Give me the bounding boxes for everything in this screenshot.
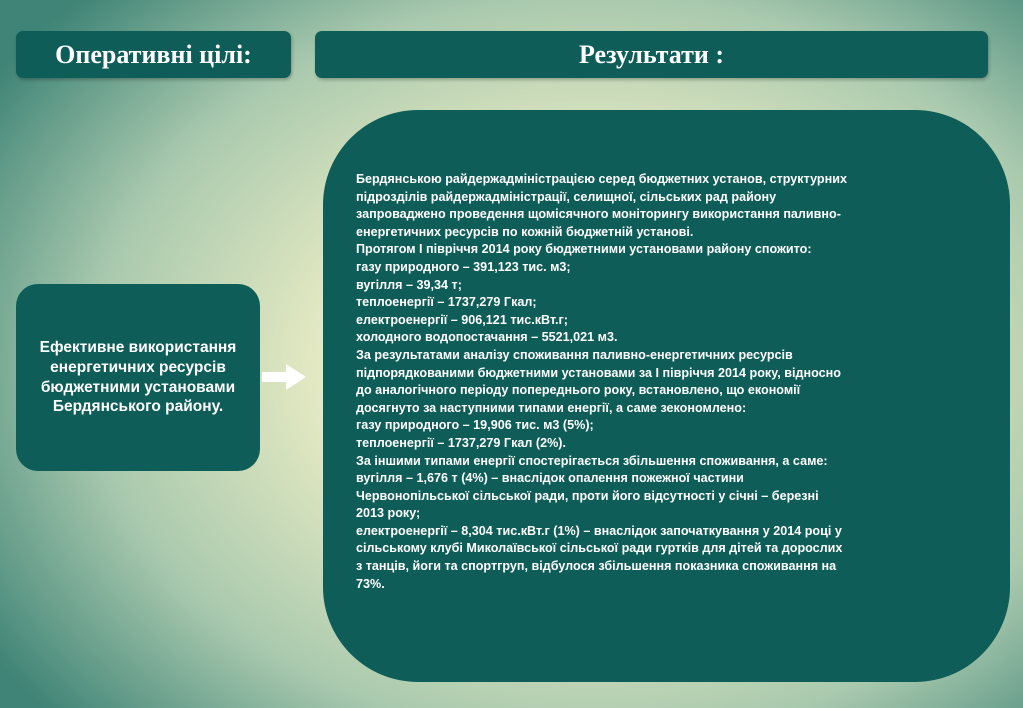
results-line: За результатами аналізу споживання паливно-енергетичних ресурсів (356, 347, 793, 362)
results-line: вугілля – 1,676 т (4%) – внаслідок опалення пожежної частини (356, 471, 744, 486)
results-line: сільському клубі Миколаївської сільської ради гуртків для дітей та дорослих (356, 541, 843, 556)
results-line: енергетичних ресурсів по кожній бюджетній установі. (356, 224, 694, 239)
results-header (315, 31, 988, 78)
results-line: вугілля – 39,34 т; (356, 277, 462, 292)
results-line: газу природного – 19,906 тис. м3 (5%); (356, 418, 594, 433)
results-line: Бердянською райдержадміністрацією серед бюджетних установ, структурних (356, 172, 847, 186)
goals-title: Оперативні цілі: (55, 39, 252, 69)
results-line: 2013 року; (356, 506, 421, 521)
results-line: підрозділів райдержадміністрації, селищної, сільських рад району (356, 189, 777, 204)
results-line: За іншими типами енергії спостерігається збільшення споживання, а саме: (356, 453, 828, 468)
results-line: з танців, йоги та спортгруп, відбулося збільшення показника споживання на (356, 559, 837, 574)
results-line: електроенергії – 906,121 тис.кВт.г; (356, 312, 568, 327)
goal-text: Ефективне використання енергетичних ресурсів бюджетними установами Бердянського району. (39, 338, 237, 416)
right-arrow-icon (262, 364, 306, 390)
results-line: Червонопільської сільської ради, проти його відсутності у січні – березні (356, 488, 819, 503)
goal-box (16, 284, 260, 471)
results-line: 73%. (356, 576, 385, 591)
results-title: Результати : (578, 39, 724, 69)
results-line: підпорядкованими бюджетними установами за І півріччя 2014 року, відносно (356, 365, 841, 380)
results-line: до аналогічного періоду попереднього року, встановлено, що економії (356, 383, 801, 398)
results-line: запроваджено проведення щомісячного моніторингу використання паливно- (356, 207, 841, 222)
results-line: електроенергії – 8,304 тис.кВт.г (1%) – внаслідок започаткування у 2014 році у (356, 523, 842, 538)
results-line: Протягом І півріччя 2014 року бюджетними установами району спожито: (356, 242, 812, 257)
results-line: холодного водопостачання – 5521,021 м3. (356, 330, 618, 345)
goals-header (16, 31, 291, 78)
results-line: досягнуто за наступними типами енергії, а саме зекономлено: (356, 400, 747, 415)
results-line: теплоенергії – 1737,279 Гкал (2%). (356, 435, 566, 450)
results-text (356, 171, 986, 593)
results-line: теплоенергії – 1737,279 Гкал; (356, 295, 537, 310)
results-line: газу природного – 391,123 тис. м3; (356, 259, 571, 274)
